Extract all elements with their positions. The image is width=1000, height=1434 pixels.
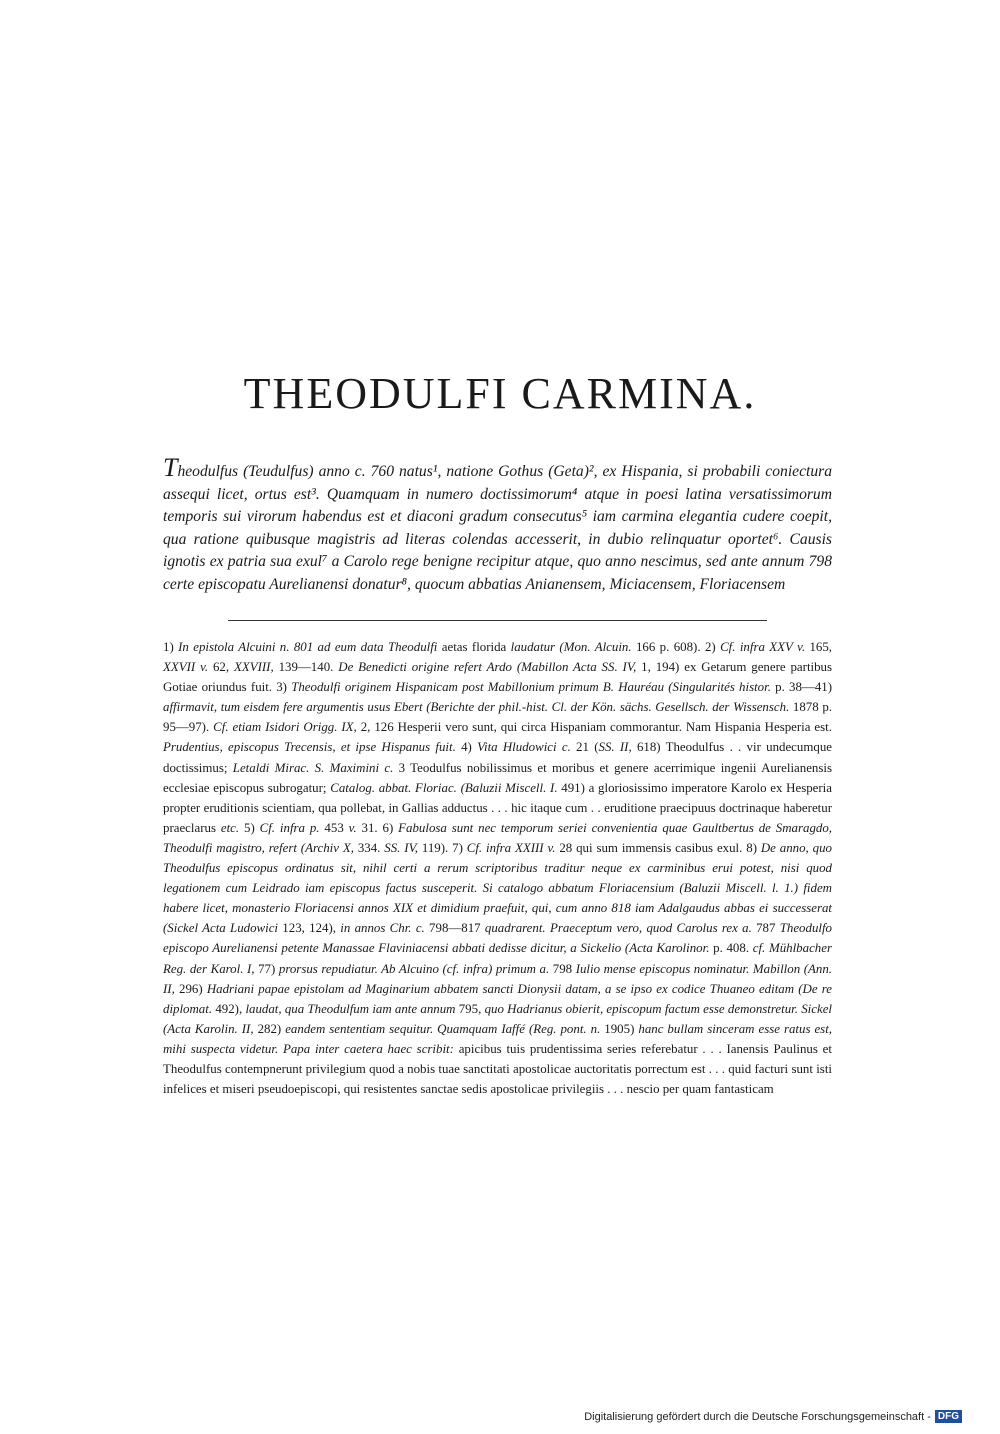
footnote-segment: 1878 p. 95—97). <box>163 700 832 735</box>
footnote-segment: SS. IV, <box>384 840 418 855</box>
footnote-segment: Letaldi Mirac. S. Maximini c. <box>232 760 394 775</box>
footnote-segment: 334. <box>353 840 385 855</box>
footnote-segment: affirmavit, tum eisdem fere argumentis usus Ebert (Berichte der phil.-hist. Cl. der Kön. sächs. Gesellsch. der Wissensch. <box>163 700 790 715</box>
footnote-segment: prorsus repudiatur. Ab Alcuino (cf. infra) primum a. <box>278 961 550 976</box>
intro-text: heodulfus (Teudulfus) anno c. 760 natus¹, natione Gothus (Geta)², ex Hispania, si probabili coniectura assequi licet, ortus est³. Quamquam in numero doctissimorum⁴ atque in poesi latina versatissimorum temporis sui virorum habendus est et diaconi gradum consecutus⁵ iam carmina elegantia cudere coepit, qua ratione quibusque magistris ad literas colendas accesserit, in dubio relinquatur oportet⁶. Causis ignotis ex patria sua exul⁷ a Carolo rege benigne recipitur atque, quo anno nescimus, sed ante annum 798 certe episcopatu Aurelianensi donatur⁸, quocum abbatias Anianensem, Miciacensem, Floriacensem <box>163 463 832 593</box>
footnote-segment: laudat, qua Theodulfum iam ante annum <box>245 1001 456 1016</box>
footnote-segment: laudatur (Mon. Alcuin. <box>510 640 632 654</box>
footnote-segment: 165, <box>805 640 832 654</box>
footnote-segment: etc. <box>220 820 240 835</box>
footnote-segment: Fabulosa sunt nec temporum seriei convenientia quae Gaultbertus de Smaragdo, Theodulfi magistro, refert (Archiv X, <box>163 820 833 855</box>
footnote-segment: Hadriani papae epistolam ad Maginarium abbatem sancti Dionysii datam, a se ipso ex codice Thuaneo editam (De re diplomat. <box>163 981 832 1016</box>
footnote-segment: De Benedicti origine refert Ardo (Mabillon Acta SS. IV, <box>338 660 637 675</box>
footnote-segment: 77) <box>254 961 279 976</box>
footnote-segment: Cf. infra XXIII v. <box>466 840 556 855</box>
footnote-segment: cf. Mühlbacher Reg. der Karol. I, <box>163 941 832 976</box>
footnote-separator <box>228 620 767 621</box>
footnote-segment: XXVII v. <box>163 660 209 675</box>
footnote-segment: in annos Chr. c. <box>340 921 425 936</box>
footnote-segment: 62, <box>208 660 234 675</box>
footnote-segment: aetas florida <box>437 640 511 654</box>
footnote-segment: p. 408. <box>709 941 753 956</box>
footer-text: Digitalisierung gefördert durch die Deutsche Forschungsgemeinschaft - <box>584 1410 931 1423</box>
footnote-segment: 123, 124), <box>278 921 341 936</box>
footnote-segment: Cf. etiam Isidori Origg. IX, <box>213 720 357 735</box>
footnote-segment: XXVIII, <box>233 660 274 675</box>
footnote-segment: quo Hadrianus obierit, episcopum factum esse demonstretur. Sickel (Acta Karolin. II, <box>163 1001 833 1036</box>
footnote-segment: 492), <box>212 1001 246 1016</box>
footnote-segment: Cf. infra p. <box>259 820 320 835</box>
footnote-segment: In epistola Alcuini n. 801 ad eum data Theodulfi <box>178 640 438 654</box>
footer-credit <box>584 1410 962 1423</box>
footnote-segment: 1, 194) ex Getarum genere partibus Gotiae oriundus fuit. 3) <box>163 660 833 695</box>
footnote-segment: Cf. infra XXV v. <box>720 640 806 654</box>
footnote-segment: 798—817 <box>424 921 485 936</box>
footnote-segment: 21 ( <box>570 740 599 755</box>
footnote-segment: 166 p. 608). 2) <box>631 640 721 654</box>
footnote-segment: p. 38—41) <box>770 680 833 695</box>
footnote-segment: 119). 7) <box>418 840 467 855</box>
footnote-segment: eandem sententiam sequitur. Quamquam Iaffé (Reg. pont. n. <box>285 1021 601 1036</box>
footnote-segment: 618) Theodulfus . . vir undecumque doctissimus; <box>163 740 832 775</box>
drop-cap: T <box>163 453 178 482</box>
footnote-segment: Catalog. abbat. Floriac. (Baluzii Miscell. I. <box>330 780 558 795</box>
footnote-segment: Iulio mense episcopus nominatur. Mabillon (Ann. II, <box>163 961 833 996</box>
footnote-segment: 491) a gloriosissimo imperatore Karolo ex Hesperia propter eruditionis scientiam, qua pollebat, in Gallias adductus . . . hic itaque cum . . eruditione praecipuus doctrinaque haberetur praeclarus <box>163 780 832 835</box>
footnote-segment: 795, <box>455 1001 485 1016</box>
footnote-segment: 31. 6) <box>356 820 399 835</box>
footnote-segment: 453 <box>319 820 349 835</box>
footnote-segment: 4) <box>455 740 478 755</box>
footnote-segment: 139—140. <box>273 660 339 675</box>
footnote-segment: 1905) <box>600 1021 639 1036</box>
footnote-segment: Prudentius, episcopus Trecensis, et ipse Hispanus fuit. <box>163 740 456 755</box>
intro-paragraph <box>163 453 832 597</box>
footnote-segment: 1) <box>163 640 179 654</box>
footnote-segment: 2, 126 Hesperii vero sunt, qui circa Hispaniam commorantur. Nam Hispania Hesperia est. <box>356 720 832 735</box>
footnote-segment: Vita Hludowici c. <box>477 740 571 755</box>
footnote-segment: v. <box>348 820 357 835</box>
footnote-segment: 787 <box>751 921 780 936</box>
footnote-segment: quadrarent. Praeceptum vero, quod Carolus rex a. <box>484 921 752 936</box>
page-title: THEODULFI CARMINA. <box>243 369 757 418</box>
footnote-segment: Theodulfo episcopo Aurelianensi petente Manassae Flaviniacensi abbati dedisse dicitur, a Sickelio (Acta Karolinor. <box>163 921 832 956</box>
footnote-segment: apicibus tuis prudentissima series referebatur . . . Ianensis Paulinus et Theodulfus contempnerunt privilegium quod a nobis tuae sanctitati apostolicae auctoritatis porrectum est . . . quid facturi sunt isti infelices et miseri pseudoepiscopi, qui resistentes sanctae sedis apostolicae privilegiis . . . nescio per quam fantasticam <box>163 1041 832 1097</box>
footnote-segment: 282) <box>253 1021 286 1036</box>
footnote-segment: hanc bullam sinceram esse ratus est, mihi suspecta videtur. Papa inter caetera haec scribit: <box>163 1021 832 1056</box>
footnote-segment: 28 qui sum immensis casibus exul. 8) <box>555 840 761 855</box>
footnote-segment: SS. II, <box>598 740 632 755</box>
footnote-segment: 5) <box>239 820 260 835</box>
dfg-logo: DFG <box>935 1410 962 1423</box>
footnote-segment: 296) <box>174 981 207 996</box>
footnote-segment: 798 <box>549 961 576 976</box>
footnote-segment: De anno, quo Theodulfus episcopus ordinatus sit, nihil certi a rerum scriptoribus traditur neque ex carminibus erui potest, nisi quod legationem cum Leidrado iam episcopus factus susceperit. Si catalogo abbatum Floriacensium (Baluzii Miscell. l. 1.) fidem habere licet, monasterio Floriacensi annos XIX et dimidium praefuit, qui, cum anno 818 iam Adalgaudus abbas ei successerat (Sickel Acta Ludowici <box>163 840 832 936</box>
footnote-segment: Theodulfi originem Hispanicam post Mabillonium primum B. Hauréau (Singularités histor. <box>291 680 771 695</box>
footnote-segment: 3 Teodulfus nobilissimus et moribus et genere acerrimique ingenii Aurelianensis ecclesiae episcopus subrogatur; <box>163 760 832 795</box>
footnotes <box>163 637 832 1099</box>
